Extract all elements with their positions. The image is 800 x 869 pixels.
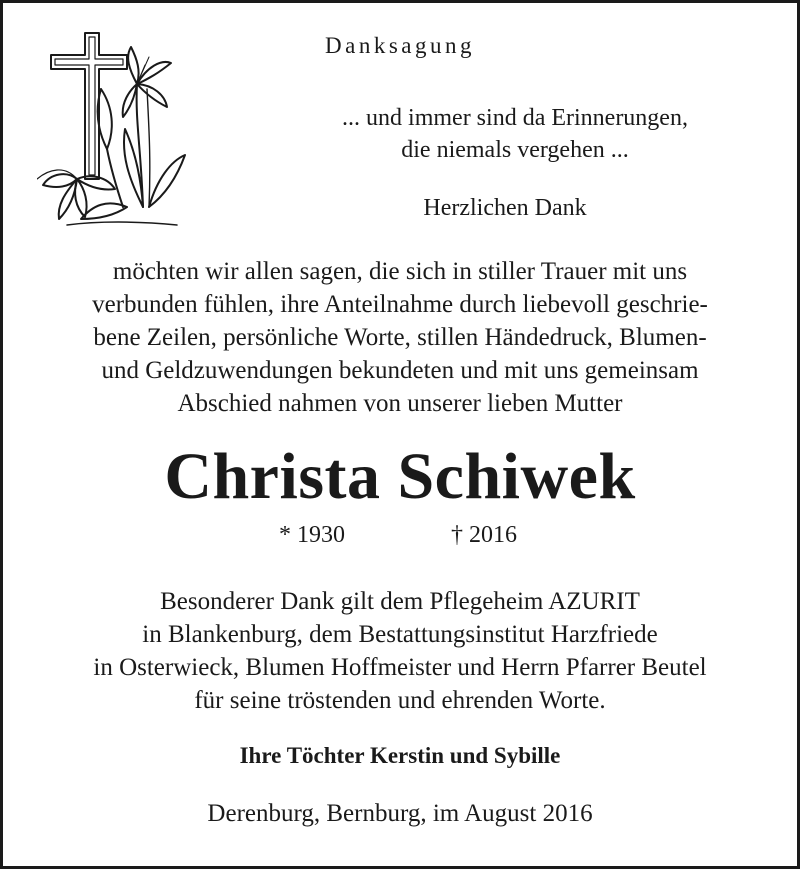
place-and-date: Derenburg, Bernburg, im August 2016 xyxy=(207,800,593,827)
heading-danksagung: Danksagung xyxy=(325,33,475,58)
body-line: bene Zeilen, persönliche Worte, stillen Händedruck, Blumen- xyxy=(93,324,707,351)
body-line: verbunden fühlen, ihre Anteilnahme durch liebevoll geschrie- xyxy=(92,291,708,318)
birth-year: * 1930 xyxy=(279,522,345,548)
special-thanks-line: für seine tröstenden und ehrenden Worte. xyxy=(194,687,606,714)
quote-line-2: die niemals vergehen ... xyxy=(401,137,629,163)
signature: Ihre Töchter Kerstin und Sybille xyxy=(239,743,561,768)
thanks-heading: Herzlichen Dank xyxy=(423,195,587,221)
deceased-name: Christa Schiwek xyxy=(164,440,636,513)
quote-line-1: ... und immer sind da Erinnerungen, xyxy=(342,105,688,131)
special-thanks-line: Besonderer Dank gilt dem Pflegeheim AZURIT xyxy=(160,588,640,615)
special-thanks-line: in Blankenburg, dem Bestattungsinstitut Harzfriede xyxy=(142,621,658,648)
body-line: und Geldzuwendungen bekundeten und mit uns gemeinsam xyxy=(101,357,699,384)
body-line: möchten wir allen sagen, die sich in stiller Trauer mit uns xyxy=(112,258,688,285)
body-line: Abschied nahmen von unserer lieben Mutter xyxy=(177,390,623,417)
special-thanks-line: in Osterwieck, Blumen Hoffmeister und Herrn Pfarrer Beutel xyxy=(93,654,707,681)
death-year: † 2016 xyxy=(451,522,517,548)
